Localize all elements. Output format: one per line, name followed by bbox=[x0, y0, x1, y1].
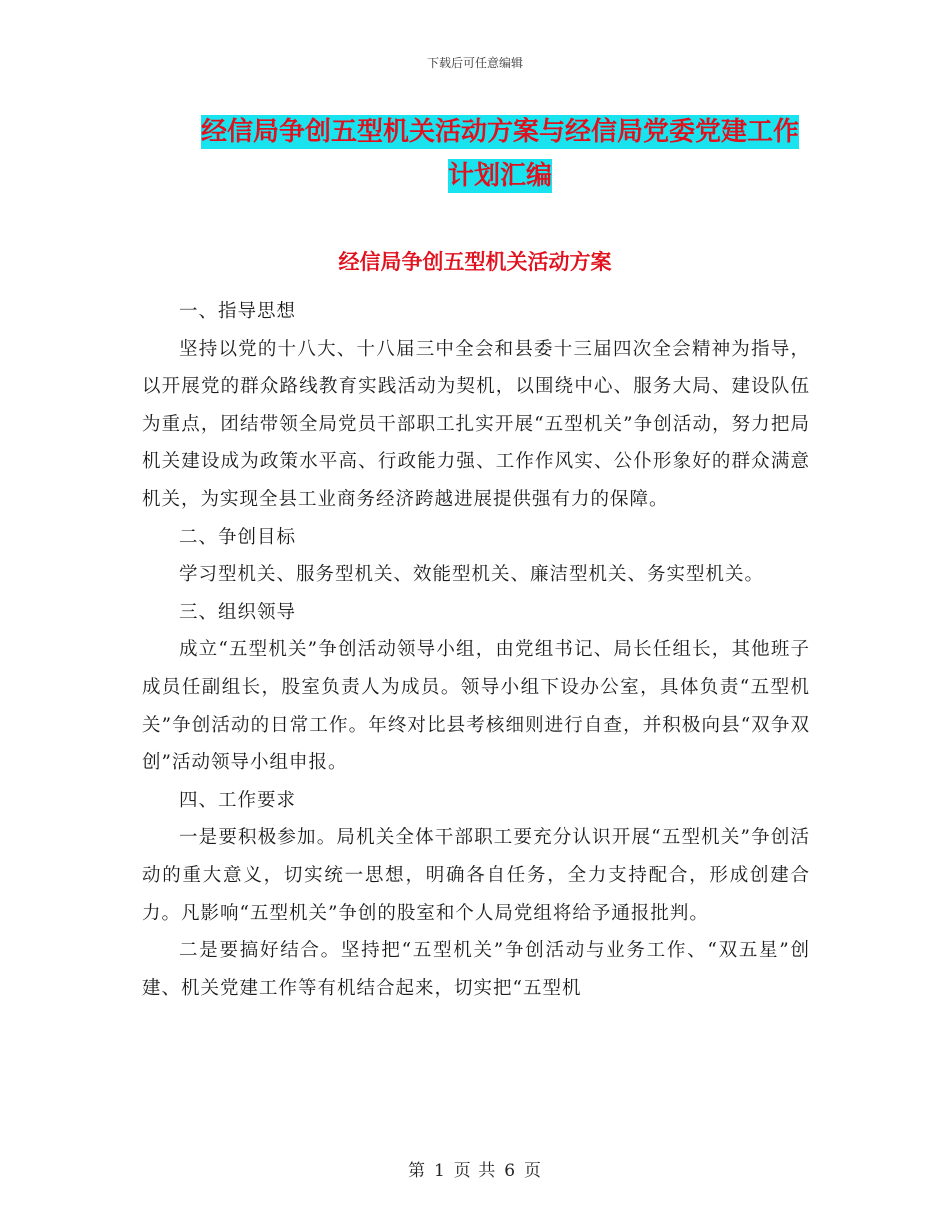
footer-total-pages: 6 bbox=[504, 1161, 517, 1181]
header-note: 下载后可任意编辑 bbox=[426, 56, 523, 70]
heading-work-requirements: 四、工作要求 bbox=[179, 789, 297, 811]
document-title-line-1: 经信局争创五型机关活动方案与经信局党委党建工作 bbox=[200, 117, 799, 147]
page-footer bbox=[0, 1156, 950, 1181]
paragraph-guiding-ideology: 坚持以党的十八大、十八届三中全会和县委十三届四次全会精神为指导，以开展党的群众路线教育实践活动为契机，以围绕中心、服务大局、建设队伍为重点，团结带领全局党员干部职工扎实开展“五型机关”争创活动，努力把局机关建设成为政策水平高、行政能力强、工作作风实、公仆形象好的群众满意机关，为实现全县工业商务经济跨越进展提供强有力的保障。 bbox=[142, 338, 810, 510]
heading-organization: 三、组织领导 bbox=[179, 601, 297, 623]
footer-prefix: 第 bbox=[407, 1161, 426, 1181]
section-title: 经信局争创五型机关活动方案 bbox=[338, 250, 612, 274]
paragraph-requirement-1: 一是要积极参加。局机关全体干部职工要充分认识开展“五型机关”争创活动的重大意义，切实统一思想，明确各自任务，全力支持配合，形成创建合力。凡影响“五型机关”争创的股室和个人局党组将给予通报批判。 bbox=[142, 827, 810, 924]
heading-goals: 二、争创目标 bbox=[179, 526, 297, 548]
footer-suffix: 页 bbox=[524, 1161, 543, 1181]
paragraph-requirement-2: 二是要搞好结合。坚持把“五型机关”争创活动与业务工作、“双五星”创建、机关党建工作等有机结合起来，切实把“五型机 bbox=[142, 940, 810, 999]
document-title-line-2: 计划汇编 bbox=[447, 161, 552, 191]
heading-guiding-ideology: 一、指导思想 bbox=[179, 301, 297, 322]
paragraph-goals: 学习型机关、服务型机关、效能型机关、廉洁型机关、务实型机关。 bbox=[179, 564, 765, 586]
paragraph-organization: 成立“五型机关”争创活动领导小组，由党组书记、局长任组长，其他班子成员任副组长，股室负责人为成员。领导小组下设办公室，具体负责“五型机关”争创活动的日常工作。年终对比县考核细则进行自查，并积极向县“双争双创”活动领导小组申报。 bbox=[142, 639, 810, 774]
document-title bbox=[150, 110, 850, 198]
footer-page-number: 1 bbox=[433, 1161, 446, 1181]
document-body bbox=[142, 293, 810, 1007]
footer-middle: 页 共 bbox=[453, 1161, 497, 1181]
